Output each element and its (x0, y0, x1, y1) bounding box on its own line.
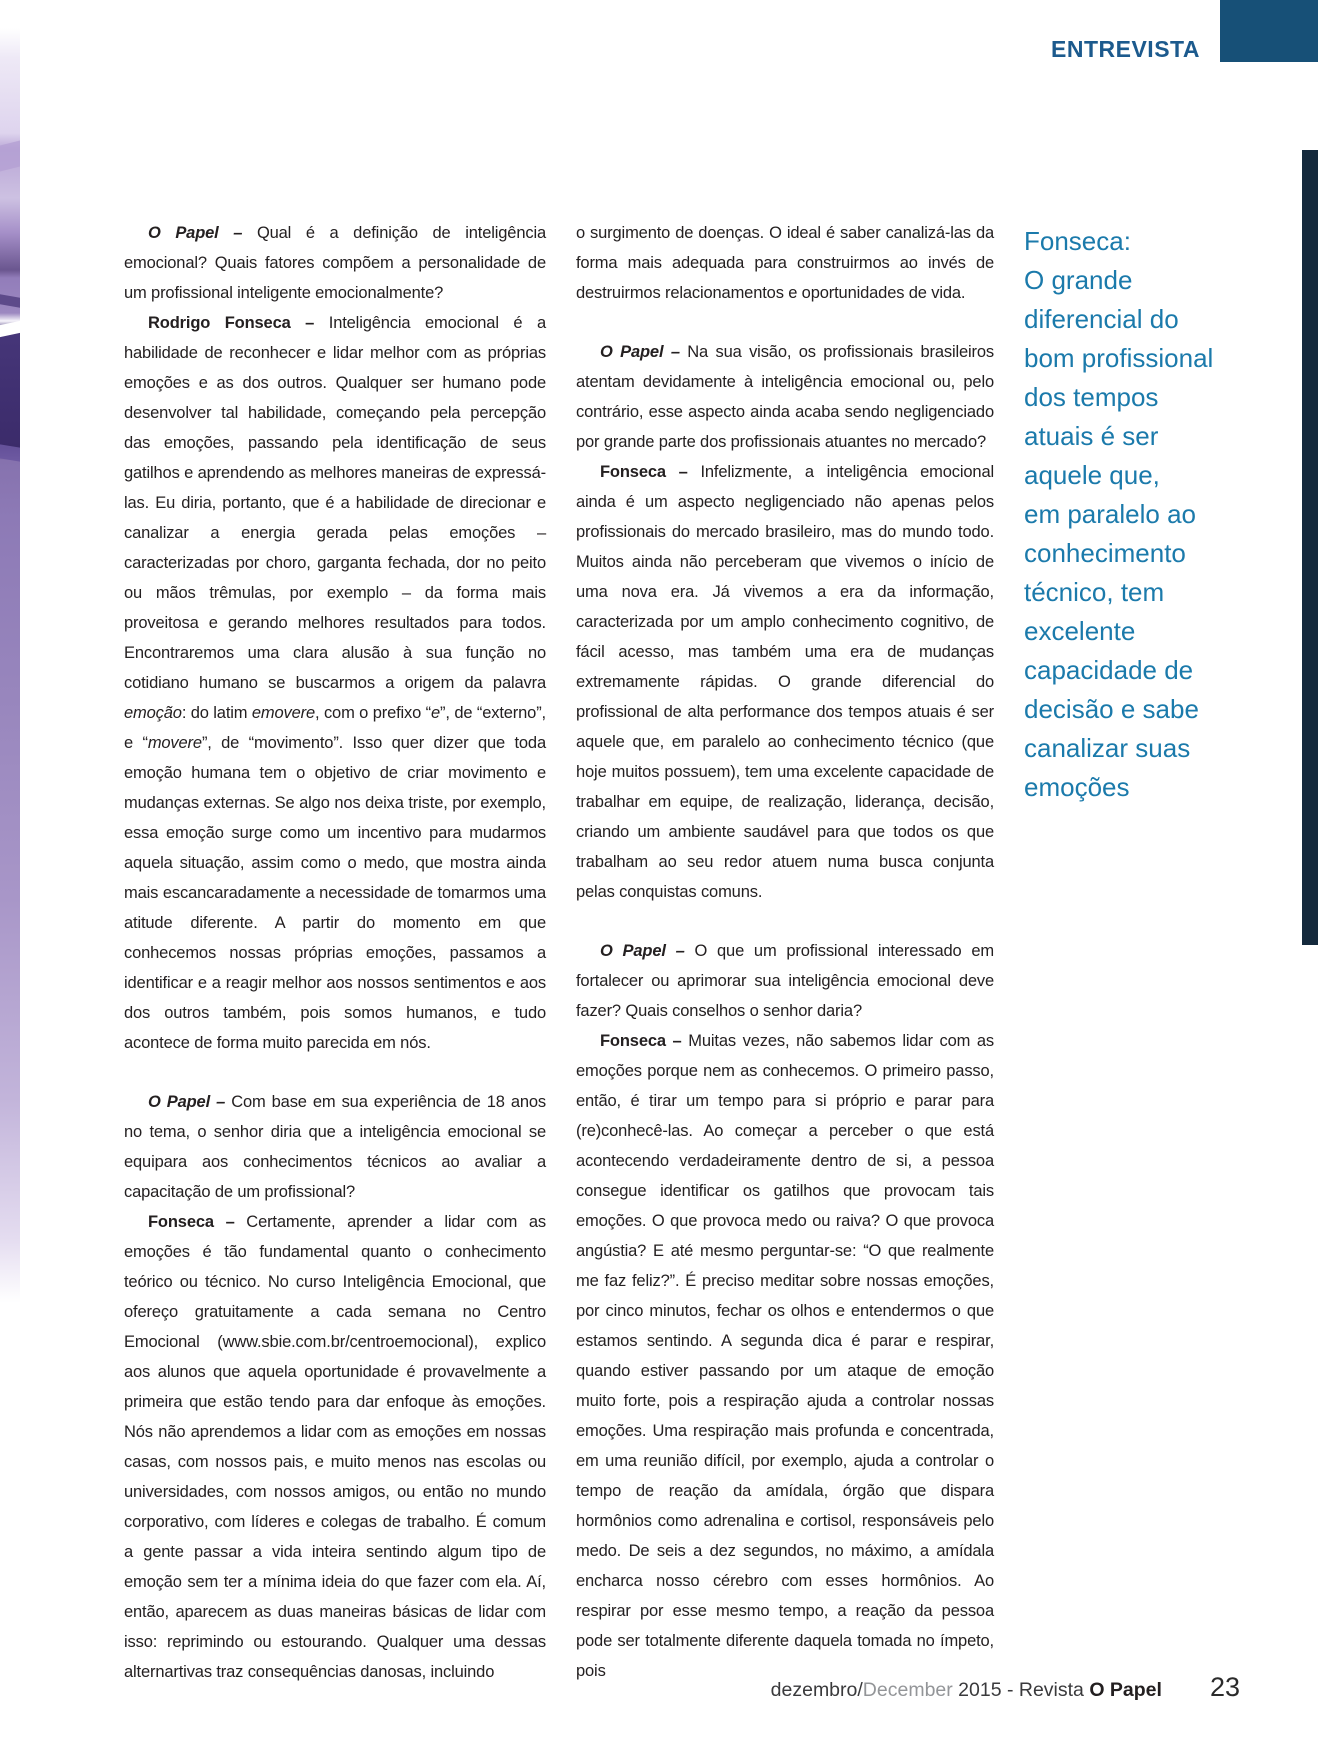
text-segment: ”, de “externo”, e “ (124, 704, 546, 752)
pull-quote-line: emoções (1024, 772, 1130, 802)
section-title: ENTREVISTA (1051, 36, 1200, 62)
decorative-right-strip (1302, 150, 1318, 945)
text-segment: e (431, 704, 441, 722)
paragraph (576, 457, 994, 907)
text-segment: emoção (124, 704, 182, 722)
pull-quote-line: excelente (1024, 616, 1136, 646)
text-segment: Fonseca – (600, 463, 701, 481)
paragraph (576, 218, 994, 308)
text-segment: Fonseca – (148, 1213, 247, 1231)
pull-quote-line: conhecimento (1024, 538, 1186, 568)
section-corner-box (1220, 0, 1318, 62)
pull-quote (1024, 222, 1214, 807)
paragraph (124, 1207, 546, 1687)
pull-quote-line: O grande (1024, 265, 1133, 295)
paragraph (124, 308, 546, 1058)
article-column-2 (576, 218, 994, 1686)
strip-shard (0, 141, 20, 172)
footer-segment: dezembro/ (770, 1679, 863, 1701)
footer-segment: December (862, 1679, 953, 1701)
pull-quote-line: capacidade de (1024, 655, 1194, 685)
pull-quote-line: técnico, tem (1024, 577, 1165, 607)
text-segment: Fonseca – (600, 1032, 689, 1050)
strip-shard (0, 321, 20, 337)
text-segment: ”, de “movimento”. Isso quer dizer que toda emoção humana tem o objetivo de criar movimento e mudanças externas. Se algo nos deixa triste, por exemplo, essa emoção surge como um incentivo para mudarmos aquela situação, assim como o medo, que mostra ainda mais escancaradamente a necessidade de tomarmos uma atitude diferente. A partir do momento em que conhecemos nossas próprias emoções, passamos a identificar e a reagir melhor aos nossos sentimentos e aos dos outros também, pois somos humanos, e tudo acontece de forma muito parecida em nós. (124, 734, 546, 1052)
article-column-1 (124, 218, 546, 1687)
text-segment: Muitas vezes, não sabemos lidar com as emoções porque nem as conhecemos. O primeiro passo, então, é tirar um tempo para si próprio e parar para (re)conhecê-las. Ao começar a perceber o que está acontecendo verdadeiramente dentro de si, a pessoa consegue identificar os gatilhos que provocam tais emoções. O que provoca medo ou raiva? O que provoca angústia? E até mesmo perguntar-se: “O que realmente me faz feliz?”. É preciso meditar sobre nossas emoções, por cinco minutos, fechar os olhos e entendermos o que estamos sentindo. A segunda dica é parar e respirar, quando estiver passando por um ataque de emoção muito forte, pois a respiração ajuda a controlar nossas emoções. Uma respiração mais profunda e concentrada, em uma reunião difícil, por exemplo, ajuda a controlar o tempo de reação da amídala, órgão que dispara hormônios como adrenalina e cortisol, responsáveis pelo medo. De seis a dez segundos, no máximo, a amídala encharca nosso cérebro com esses hormônios. Ao respirar por esse mesmo tempo, a reação da pessoa pode ser totalmente diferente daquela tomada no ímpeto, pois (576, 1032, 994, 1680)
text-segment: movere (147, 734, 202, 752)
text-segment: emovere (251, 704, 316, 722)
pull-quote-line: bom profissional (1024, 343, 1214, 373)
text-segment: O Papel – (600, 343, 688, 361)
text-segment: O que um profissional interessado em fortalecer ou aprimorar sua inteligência emocional deve fazer? Quais conselhos o senhor daria? (576, 942, 994, 1020)
paragraph (124, 218, 546, 308)
paragraph (576, 1026, 994, 1686)
footer-segment: O Papel (1089, 1679, 1162, 1701)
text-segment: Na sua visão, os profissionais brasileiros atentam devidamente à inteligência emocional ou, pelo contrário, esse aspecto ainda acaba sendo negligenciado por grande parte dos profissionais atuantes no mercado? (576, 343, 994, 451)
text-segment: Qual é a definição de inteligência emocional? Quais fatores compõem a personalidade de um profissional inteligente emocionalmente? (124, 224, 546, 302)
strip-shard (0, 444, 20, 461)
text-segment: Com base em sua experiência de 18 anos no tema, o senhor diria que a inteligência emocional se equipara aos conhecimentos técnicos ao avaliar a capacitação de um profissional? (124, 1093, 546, 1201)
text-segment: Certamente, aprender a lidar com as emoções é tão fundamental quanto o conhecimento teórico ou técnico. No curso Inteligência Emocional, que ofereço gratuitamente a cada semana no Centro Emocional (www.sbie.com.br/centroemocional), explico aos alunos que aquela oportunidade é provavelmente a primeira que estão tendo para dar enfoque às emoções. Nós não aprendemos a lidar com as emoções em nossas casas, com nossos pais, e muito menos nas escolas ou universidades, com nossos amigos, ou então no mundo corporativo, com líderes e colegas de trabalho. É comum a gente passar a vida inteira sentindo algum tipo de emoção sem ter a mínima ideia do que fazer com ela. Aí, então, aparecem as duas maneiras básicas de lidar com isso: reprimindo ou estourando. Qualquer uma dessas alternartivas traz consequências danosas, incluindo (124, 1213, 546, 1681)
text-segment: Infelizmente, a inteligência emocional ainda é um aspecto negligenciado não apenas pelos profissionais do mercado brasileiro, mas do mundo todo. Muitos ainda não perceberam que vivemos o início de uma nova era. Já vivemos a era da informação, caracterizada por um amplo conhecimento cognitivo, de fácil acesso, mas também uma era de mudanças extremamente rápidas. O grande diferencial do profissional de alta performance dos tempos atuais é ser aquele que, em paralelo ao conhecimento técnico (que hoje muitos possuem), tem uma excelente capacidade de trabalhar em equipe, de realização, liderança, decisão, criando um ambiente saudável para que todos os que trabalham ao seu redor atuem numa busca conjunta pelas conquistas comuns. (576, 463, 994, 901)
paragraph (576, 936, 994, 1026)
text-segment: Rodrigo Fonseca – (148, 314, 329, 332)
text-segment: o surgimento de doenças. O ideal é saber canalizá-las da forma mais adequada para construirmos ao invés de destruirmos relacionamentos e oportunidades de vida. (576, 224, 994, 302)
pull-quote-line: diferencial do (1024, 304, 1179, 334)
pull-quote-line: canalizar suas (1024, 733, 1191, 763)
pull-quote-line: atuais é ser (1024, 421, 1159, 451)
page-number: 23 (1209, 1672, 1240, 1702)
pull-quote-line: Fonseca: (1024, 226, 1131, 256)
text-segment: : do latim (181, 704, 252, 722)
footer-segment: 2015 - Revista (952, 1679, 1090, 1701)
text-segment: O Papel – (600, 942, 695, 960)
text-segment: , com o prefixo “ (315, 704, 432, 722)
pull-quote-line: em paralelo ao (1024, 499, 1196, 529)
pull-quote-line: aquele que, (1024, 460, 1160, 490)
text-segment: Inteligência emocional é a habilidade de reconhecer e lidar melhor com as próprias emoções e as dos outros. Qualquer ser humano pode desenvolver tal habilidade, começando pela percepção das emoções, passando pela identificação de seus gatilhos e aprendendo as melhores maneiras de expressá-las. Eu diria, portanto, que é a habilidade de direcionar e canalizar a energia gerada pelas emoções – caracterizadas por choro, garganta fechada, dor no peito ou mãos trêmulas, por exemplo – da forma mais proveitosa e gerando melhores resultados para todos. Encontraremos uma clara alusão à sua função no cotidiano humano se buscarmos a origem da palavra (124, 314, 546, 692)
strip-shard (0, 294, 20, 308)
text-segment: O Papel – (148, 1093, 232, 1111)
paragraph (124, 1087, 546, 1207)
footer-issue-text (771, 1679, 1162, 1702)
pull-quote-line: dos tempos (1024, 382, 1159, 412)
decorative-left-strip (0, 28, 20, 1303)
pull-quote-line: decisão e sabe (1024, 694, 1199, 724)
text-segment: O Papel – (148, 224, 257, 242)
page-footer (0, 1672, 1240, 1703)
paragraph (576, 337, 994, 457)
